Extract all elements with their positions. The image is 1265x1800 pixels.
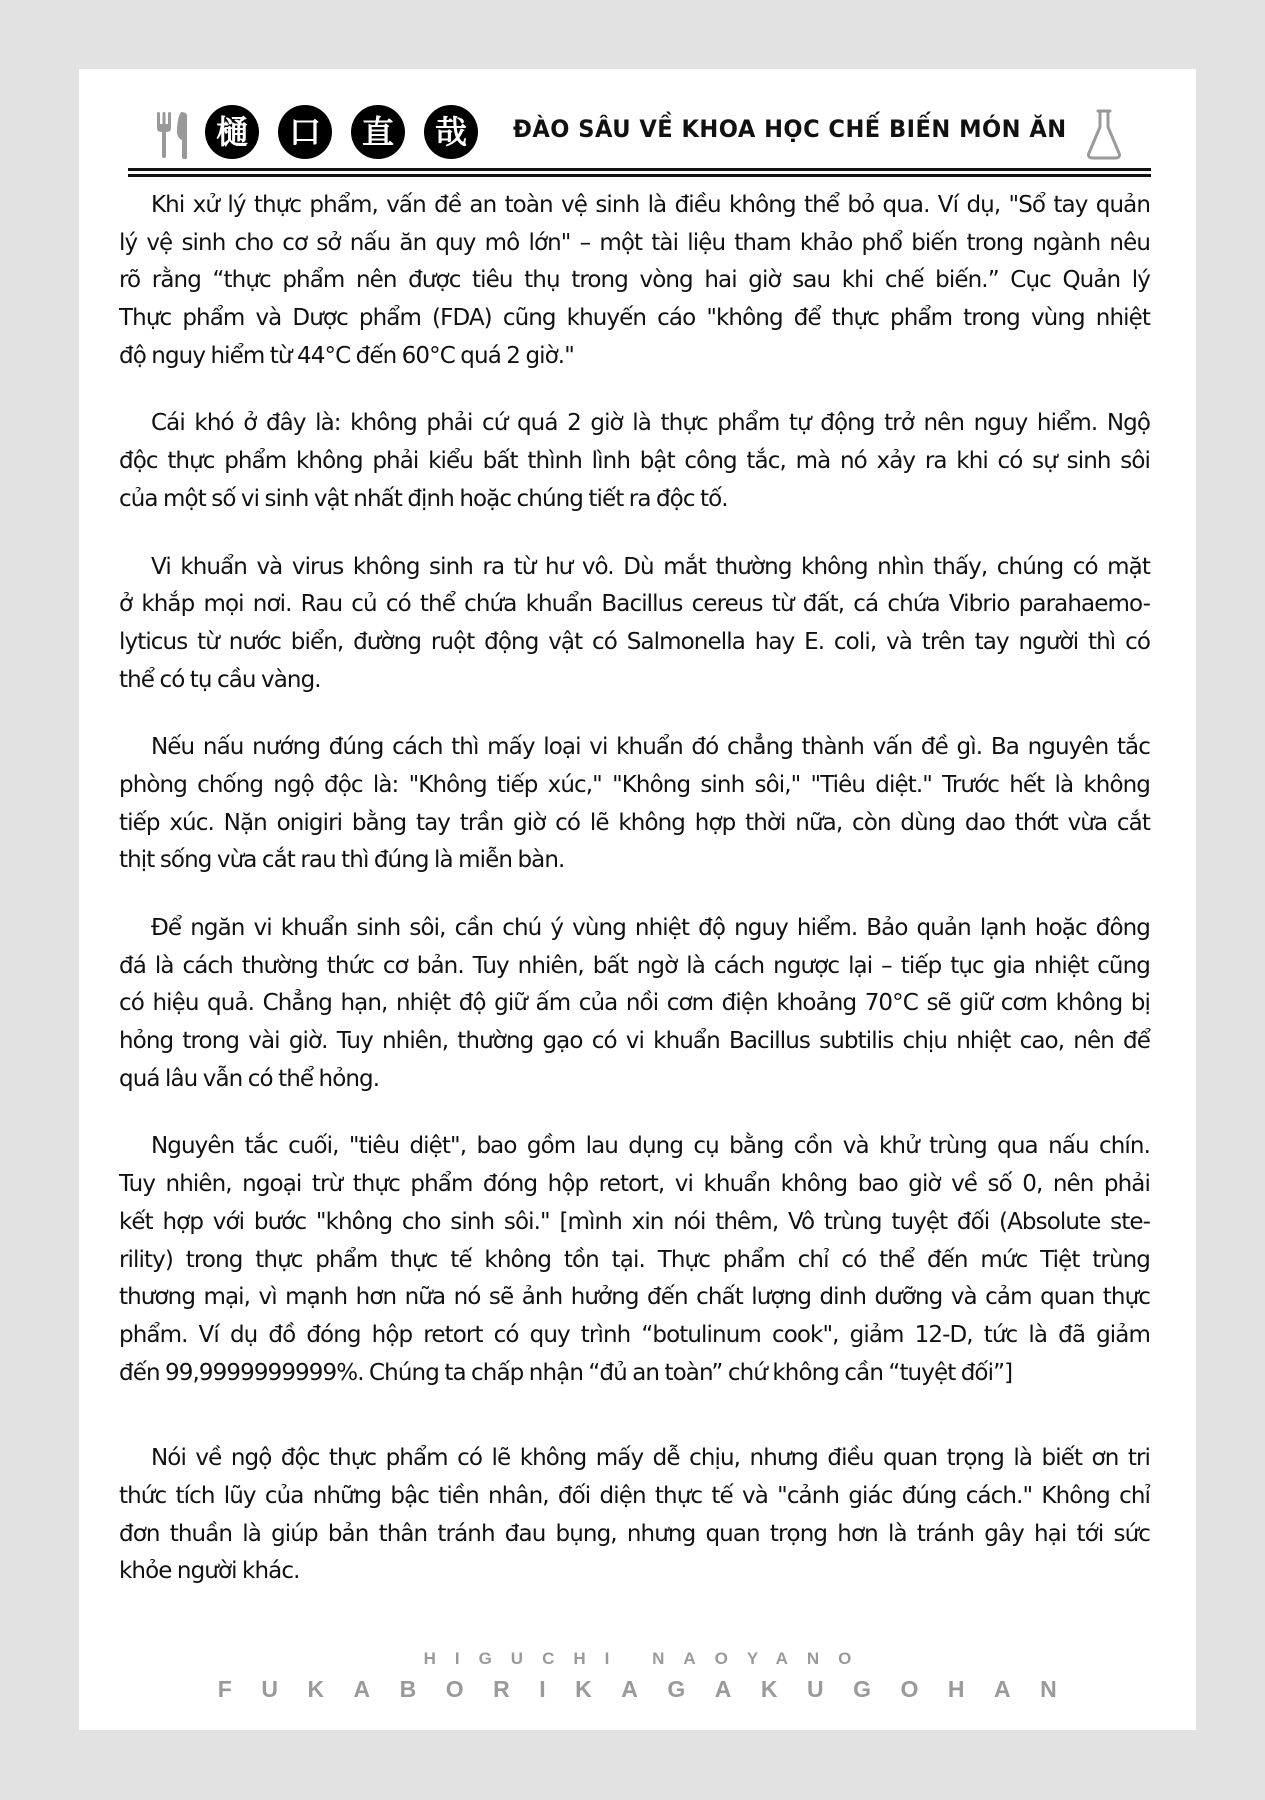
kanji-badge-1: 樋: [205, 105, 259, 159]
text-line: Để ngăn vi khuẩn sinh sôi, cần chú ý vùng nhiệt độ nguy hiểm. Bảo quản lạnh hoặc đông: [151, 915, 1150, 941]
paragraph-7: [119, 1440, 1150, 1591]
page: [79, 69, 1196, 1730]
text-line: khỏe người khác.: [119, 1558, 300, 1585]
text-line: Nguyên tắc cuối, "tiêu diệt", bao gồm lau dụng cụ bằng cồn và khử trùng qua nấu chín.: [151, 1133, 1150, 1160]
text-line: Nếu nấu nướng đúng cách thì mấy loại vi khuẩn đó chẳng thành vấn đề gì. Ba nguyên tắc: [151, 734, 1150, 761]
text-line: Khi xử lý thực phẩm, vấn đề an toàn vệ sinh là điều không thể bỏ qua. Ví dụ, "Sổ tay quản: [151, 192, 1150, 218]
text-line: Vi khuẩn và virus không sinh ra từ hư vô. Dù mắt thường không nhìn thấy, chúng có mặt: [151, 553, 1150, 580]
paragraph-1: [119, 187, 1150, 375]
paragraph-4: [119, 729, 1150, 880]
text-line: phòng chống ngộ độc là: "Không tiếp xúc," "Không sinh sôi," "Tiêu diệt." Trước hết là không: [119, 771, 1150, 798]
kanji-badge-3: 直: [351, 105, 405, 159]
text-line: thể có tụ cầu vàng.: [119, 666, 321, 693]
text-line: Thực phẩm và Dược phẩm (FDA) cũng khuyến cáo "không để thực phẩm trong vùng nhiệt: [119, 305, 1150, 332]
kanji-badge-2: 口: [278, 105, 332, 159]
header-rule-bottom: [128, 174, 1151, 177]
text-line: rility) trong thực phẩm thực tế không tồn tại. Thực phẩm chỉ có thể đến mức Tiệt trùng: [119, 1246, 1150, 1273]
text-line: độ nguy hiểm từ 44°C đến 60°C quá 2 giờ.": [119, 342, 574, 369]
text-line: của một số vi sinh vật nhất định hoặc chúng tiết ra độc tố.: [119, 485, 728, 512]
page-header: [79, 69, 1196, 179]
text-line: thức tích lũy của những bậc tiền nhân, đối diện thực tế và "cảnh giác đúng cách." Không chỉ: [119, 1482, 1150, 1509]
header-title: ĐÀO SÂU VỀ KHOA HỌC CHẾ BIẾN MÓN ĂN: [513, 115, 1067, 143]
article-body: [119, 187, 1150, 1591]
text-line: đơn thuần là giúp bản thân tránh đau bụng, nhưng quan trọng hơn là tránh gây hại tới sức: [119, 1520, 1150, 1547]
text-line: lý vệ sinh cho cơ sở nấu ăn quy mô lớn" – một tài liệu tham khảo phổ biến trong ngành nêu: [119, 229, 1150, 256]
kanji-badge-4: 哉: [424, 105, 478, 159]
flask-icon: [1085, 107, 1123, 161]
text-line: quá lâu vẫn có thể hỏng.: [119, 1065, 380, 1092]
text-line: độc thực phẩm không phải kiểu bất thình lình bật công tắc, mà nó xảy ra khi có sự sinh sôi: [119, 448, 1150, 475]
text-line: Tuy nhiên, ngoại trừ thực phẩm đóng hộp retort, vi khuẩn không bao giờ về số 0, nên phải: [119, 1171, 1150, 1198]
header-rule-top: [128, 168, 1151, 171]
text-line: Cái khó ở đây là: không phải cứ quá 2 giờ là thực phẩm tự động trở nên nguy hiểm. Ngộ: [151, 410, 1150, 437]
text-line: lyticus từ nước biển, đường ruột động vật có Salmonella hay E. coli, và trên tay người thì có: [119, 628, 1150, 655]
text-line: đá là cách thường thức cơ bản. Tuy nhiên, bất ngờ là cách ngược lại – tiếp tục gia nhiệt cũng: [119, 952, 1150, 979]
paragraph-3: [119, 549, 1150, 700]
text-line: ở khắp mọi nơi. Rau củ có thể chứa khuẩn Bacillus cereus từ đất, cá chứa Vibrio parahaemo-: [119, 591, 1150, 618]
text-line: kết hợp với bước "không cho sinh sôi." [mình xin nói thêm, Vô trùng tuyệt đối (Absolute ste-: [119, 1208, 1150, 1235]
fork-knife-icon: [155, 110, 191, 160]
footer-author: HIGUCHI NAOYANO: [423, 1649, 871, 1668]
text-line: tiếp xúc. Nặn onigiri bằng tay trần giờ có lẽ không hợp thời nữa, còn dùng dao thớt vừa cắt: [119, 809, 1150, 836]
text-line: Nói về ngộ độc thực phẩm có lẽ không mấy dễ chịu, nhưng điều quan trọng là biết ơn tri: [151, 1445, 1150, 1472]
text-line: thịt sống vừa cắt rau thì đúng là miễn bàn.: [119, 847, 565, 874]
text-line: có hiệu quả. Chẳng hạn, nhiệt độ giữ ấm của nồi cơm điện khoảng 70°C sẽ giữ cơm không bị: [119, 990, 1150, 1017]
text-line: rõ rằng “thực phẩm nên được tiêu thụ trong vòng hai giờ sau khi chế biến.” Cục Quản lý: [119, 267, 1150, 294]
text-line: phẩm. Ví dụ đồ đóng hộp retort có quy trình “botulinum cook", giảm 12-D, tức là đã giảm: [119, 1321, 1150, 1348]
text-line: đến 99,9999999999%. Chúng ta chấp nhận “đủ an toàn” chứ không cần “tuyệt đối”]: [119, 1359, 1013, 1386]
text-line: hỏng trong vài giờ. Tuy nhiên, thường gạo có vi khuẩn Bacillus subtilis chịu nhiệt cao, nên để: [119, 1028, 1150, 1055]
footer-series-title: FUKABORIKAGAKUGOHAN: [217, 1676, 1087, 1702]
paragraph-5: [119, 910, 1150, 1098]
paragraph-6: [119, 1128, 1150, 1392]
paragraph-2: [119, 405, 1150, 518]
text-line: thương mại, vì mạnh hơn nữa nó sẽ ảnh hưởng đến chất lượng dinh dưỡng và cảm quan thực: [119, 1284, 1150, 1311]
